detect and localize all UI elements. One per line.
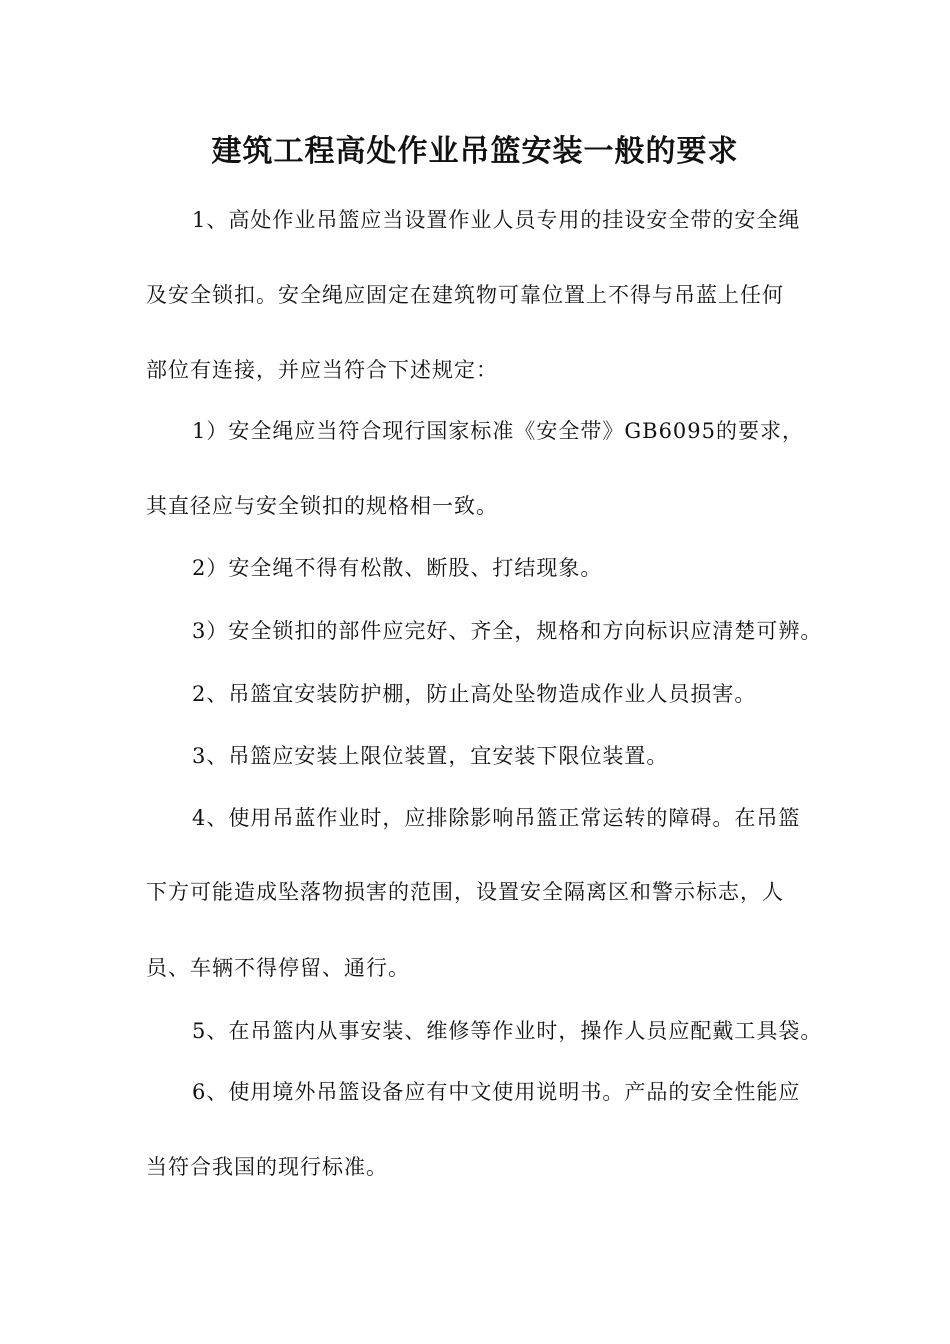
paragraph-line: 1）安全绳应当符合现行国家标准《安全带》GB6095的要求，: [192, 419, 805, 443]
paragraph-line: 3）安全锁扣的部件应完好、齐全，规格和方向标识应清楚可辨。: [192, 619, 823, 643]
paragraph-line: 5、在吊篮内从事安装、维修等作业时，操作人员应配戴工具袋。: [192, 1019, 823, 1043]
paragraph-line: 下方可能造成坠落物损害的范围，设置安全隔离区和警示标志，人: [146, 880, 784, 904]
document-title: 建筑工程高处作业吊篮安装一般的要求: [211, 134, 739, 169]
paragraph-line: 6、使用境外吊篮设备应有中文使用说明书。产品的安全性能应: [192, 1080, 801, 1104]
paragraph-line: 3、吊篮应安装上限位装置，宜安装下限位装置。: [192, 744, 669, 768]
paragraph-line: 员、车辆不得停留、通行。: [146, 956, 410, 980]
paragraph-line: 2、吊篮宜安装防护棚，防止高处坠物造成作业人员损害。: [192, 682, 757, 706]
paragraph-line: 1、高处作业吊篮应当设置作业人员专用的挂设安全带的安全绳: [192, 208, 801, 232]
paragraph-line: 2）安全绳不得有松散、断股、打结现象。: [192, 556, 603, 580]
paragraph-line: 部位有连接，并应当符合下述规定：: [146, 358, 498, 382]
paragraph-line: 及安全锁扣。安全绳应固定在建筑物可靠位置上不得与吊蓝上任何: [146, 283, 784, 307]
paragraph-line: 4、使用吊蓝作业时，应排除影响吊篮正常运转的障碍。在吊篮: [192, 806, 801, 830]
paragraph-line: 其直径应与安全锁扣的规格相一致。: [146, 494, 498, 518]
paragraph-line: 当符合我国的现行标准。: [146, 1155, 388, 1179]
